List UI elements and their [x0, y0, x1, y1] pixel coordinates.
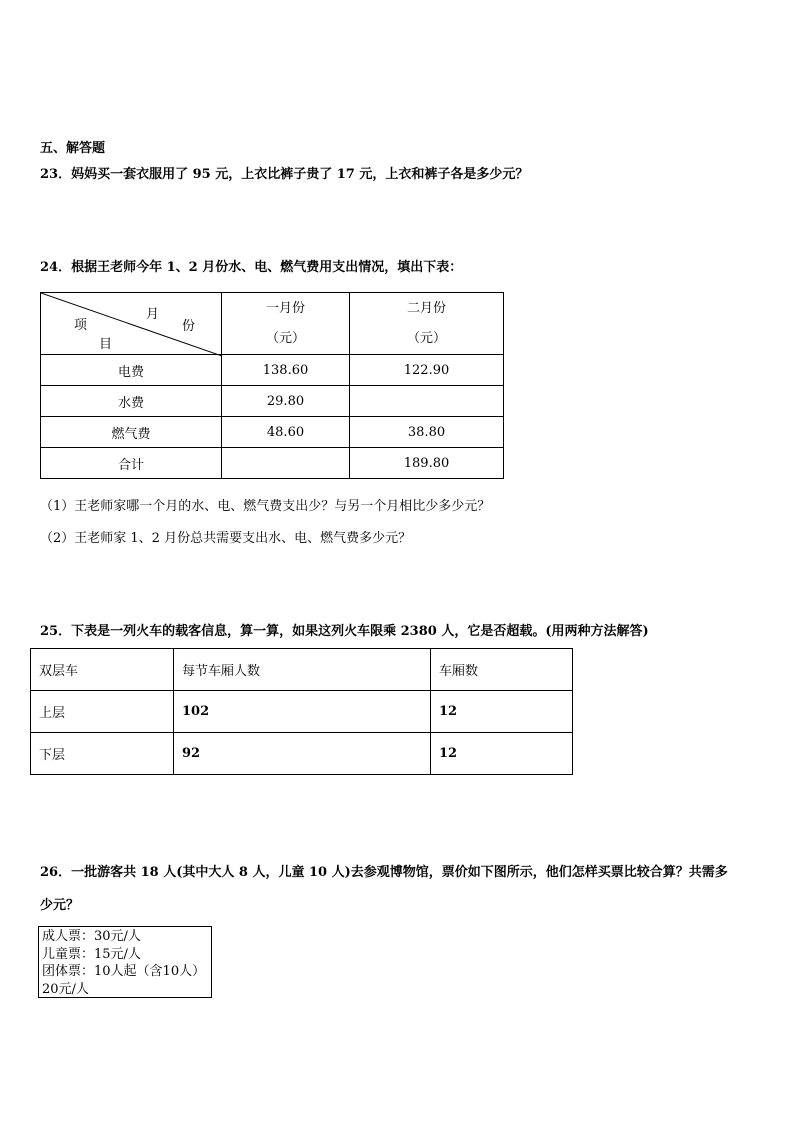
- header-jan: [222, 293, 350, 355]
- header-deck: 双层车: [31, 649, 174, 691]
- row-label: 合计: [41, 448, 222, 479]
- question-24-sub2: （2）王老师家 1、2 月份总共需要支出水、电、燃气费多少元？: [40, 531, 412, 546]
- train-passenger-table: [30, 648, 573, 775]
- jan-value: 48.60: [222, 417, 350, 448]
- header-feb-title: 二月份: [406, 300, 446, 316]
- header-feb: [350, 293, 504, 355]
- price-line: 成人票：30元/人: [42, 929, 141, 944]
- header-fen-char: 份: [182, 319, 196, 334]
- section-title: 五、解答题: [40, 141, 106, 156]
- question-26-line2: 少元？: [40, 898, 80, 913]
- feb-value: 122.90: [350, 355, 504, 386]
- feb-value: [350, 386, 504, 417]
- price-line: 20元/人: [42, 981, 89, 997]
- table-row: [41, 417, 504, 448]
- jan-value: 29.80: [222, 386, 350, 417]
- feb-value: 189.80: [350, 448, 504, 479]
- diagonal-header-cell: [41, 293, 222, 355]
- header-feb-unit: （元）: [406, 330, 446, 346]
- jan-value: [222, 448, 350, 479]
- header-per-car: 每节车厢人数: [174, 649, 431, 691]
- header-jan-unit: （元）: [265, 330, 305, 346]
- table-row: [31, 733, 573, 775]
- deck-label: 上层: [31, 691, 174, 733]
- question-26-line1: 26．一批游客共 18 人(其中大人 8 人，儿童 10 人)去参观博物馆，票价如下图所示，他们怎样买票比较合算？共需多: [40, 865, 728, 880]
- price-line: 儿童票：15元/人: [42, 946, 141, 962]
- question-25: 25．下表是一列火车的载客信息，算一算，如果这列火车限乘 2380 人，它是否超载。(用两种方法解答): [40, 624, 649, 639]
- table-row: [41, 448, 504, 479]
- car-count-value: 12: [431, 733, 573, 775]
- feb-value: 38.80: [350, 417, 504, 448]
- jan-value: 138.60: [222, 355, 350, 386]
- question-24: 24．根据王老师今年 1、2 月份水、电、燃气费用支出情况，填出下表：: [40, 260, 463, 275]
- price-line: 团体票：10人起（含10人）: [42, 964, 206, 979]
- table-header-row: [31, 649, 573, 691]
- table-row: [41, 386, 504, 417]
- question-23: 23．妈妈买一套衣服用了 95 元，上衣比裤子贵了 17 元，上衣和裤子各是多少元？: [40, 167, 529, 182]
- deck-label: 下层: [31, 733, 174, 775]
- header-mu-char: 目: [99, 337, 113, 352]
- row-label: 电费: [41, 355, 222, 386]
- header-item-char: 项: [74, 318, 88, 333]
- ticket-price-box: [38, 926, 212, 998]
- row-label: 燃气费: [41, 417, 222, 448]
- table-row: [31, 691, 573, 733]
- question-24-sub1: （1）王老师家哪一个月的水、电、燃气费支出少？与另一个月相比少多少元？: [40, 499, 491, 514]
- header-jan-title: 一月份: [265, 300, 305, 316]
- per-car-value: 92: [174, 733, 431, 775]
- header-car-count: 车厢数: [431, 649, 573, 691]
- header-month-char: 月: [146, 307, 160, 322]
- utility-expense-table: [40, 292, 504, 479]
- row-label: 水费: [41, 386, 222, 417]
- car-count-value: 12: [431, 691, 573, 733]
- table-row: [41, 355, 504, 386]
- per-car-value: 102: [174, 691, 431, 733]
